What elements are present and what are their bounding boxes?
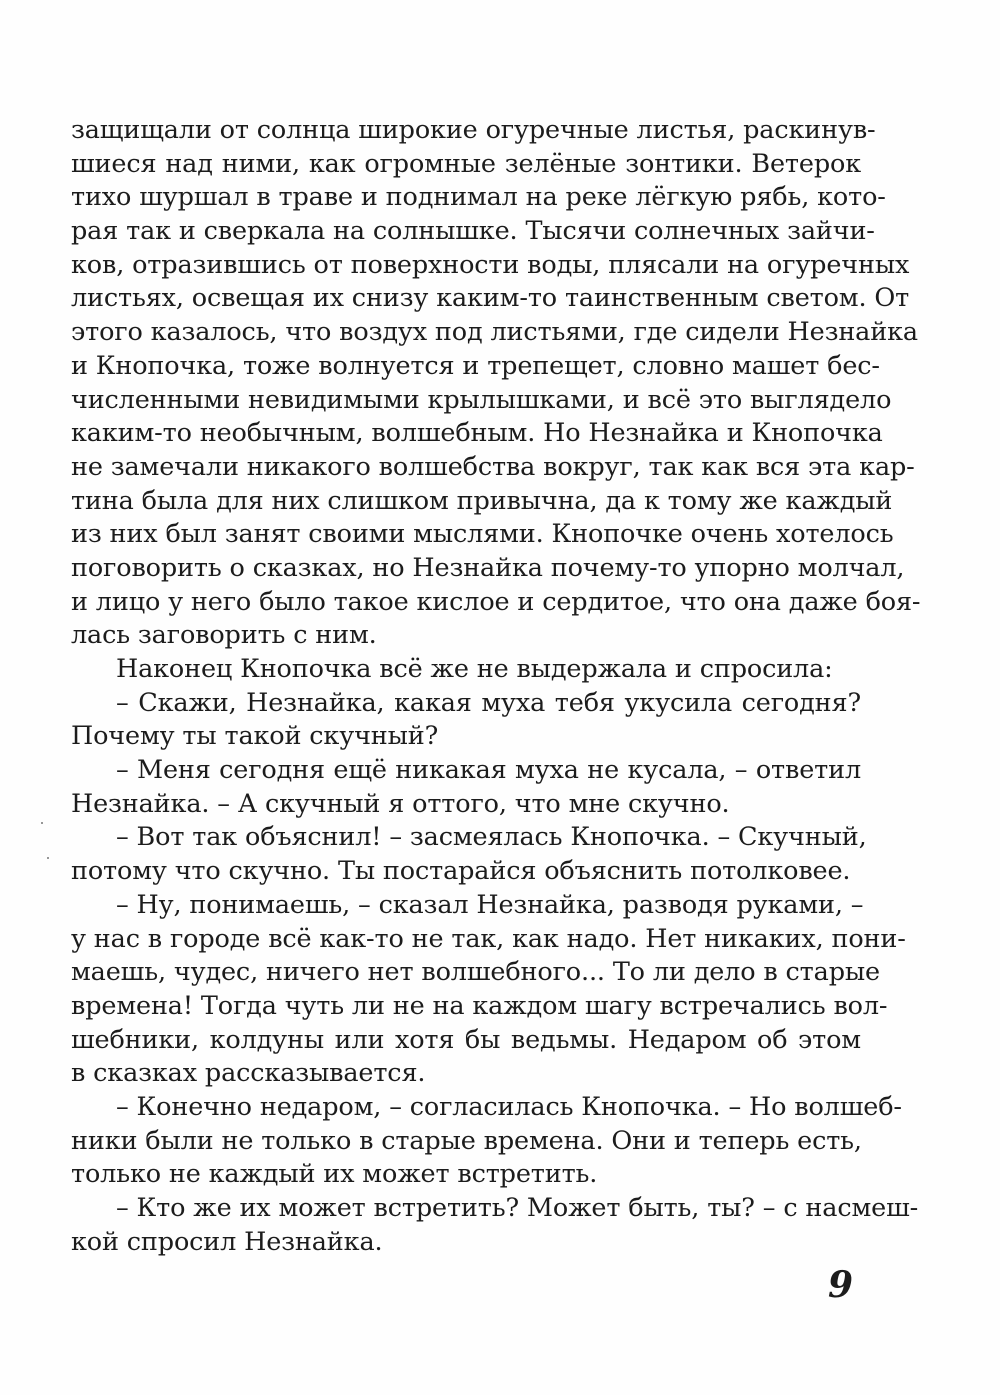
text-line: тина была для них слишком привычна, да к тому же каждый (71, 485, 893, 516)
text-line: рая так и сверкала на солнышке. Тысячи солнечных зайчи- (71, 216, 875, 247)
text-line: численными невидимыми крылышками, и всё это выглядело (71, 384, 892, 415)
text-line: – Конечно недаром, – согласилась Кнопочка. – Но волшеб- (116, 1091, 902, 1122)
text-line: – Кто же их может встретить? Может быть, ты? – с насмеш- (116, 1193, 919, 1223)
paper-speck (41, 822, 43, 824)
text-line: ники были не только в старые времена. Они и теперь есть, (71, 1125, 862, 1156)
text-line: кой спросил Незнайка. (71, 1226, 383, 1257)
text-line: потому что скучно. Ты постарайся объяснить потолковее. (71, 856, 851, 887)
text-line: защищали от солнца широкие огуречные листья, раскинув- (71, 115, 876, 145)
body-text (71, 114, 921, 1259)
text-line: листьях, освещая их снизу каким-то таинственным светом. От (71, 283, 910, 314)
text-line: Почему ты такой скучный? (71, 721, 439, 752)
text-line: в сказках рассказывается. (71, 1058, 426, 1089)
text-line: и лицо у него было такое кислое и сердитое, что она даже боя- (71, 586, 921, 617)
page-number: 9 (828, 1264, 854, 1306)
text-line: ков, отразившись от поверхности воды, плясали на огуречных (71, 249, 910, 280)
text-line: – Ну, понимаешь, – сказал Незнайка, разводя руками, – (116, 889, 864, 920)
text-line: Незнайка. – А скучный я оттого, что мне скучно. (71, 788, 730, 819)
text-line: – Меня сегодня ещё никакая муха не кусала, – ответил (116, 755, 861, 786)
text-line: и Кнопочка, тоже волнуется и трепещет, словно машет бес- (71, 350, 880, 381)
text-line: – Скажи, Незнайка, какая муха тебя укусила сегодня? (116, 687, 861, 718)
text-line: тихо шуршал в траве и поднимал на реке лёгкую рябь, кото- (71, 182, 886, 213)
text-line: этого казалось, что воздух под листьями, где сидели Незнайка (71, 317, 918, 348)
text-line: – Вот так объяснил! – засмеялась Кнопочка. – Скучный, (116, 822, 867, 853)
text-line: шебники, колдуны или хотя бы ведьмы. Недаром об этом (71, 1024, 861, 1055)
paper-speck (47, 857, 49, 859)
text-line: у нас в городе всё как-то не так, как надо. Нет никаких, пони- (71, 923, 906, 954)
text-line: маешь, чудес, ничего нет волшебного... То ли дело в старые (71, 957, 880, 988)
text-line: шиеся над ними, как огромные зелёные зонтики. Ветерок (71, 148, 861, 179)
text-line: каким-то необычным, волшебным. Но Незнайка и Кнопочка (71, 418, 883, 449)
text-line: только не каждый их может встретить. (71, 1159, 598, 1190)
text-line: Наконец Кнопочка всё же не выдержала и спросила: (116, 654, 833, 684)
text-line: поговорить о сказках, но Незнайка почему-то упорно молчал, (71, 552, 905, 583)
text-line: времена! Тогда чуть ли не на каждом шагу встречались вол- (71, 990, 888, 1021)
text-line: лась заговорить с ним. (71, 620, 377, 651)
text-line: не замечали никакого волшебства вокруг, так как вся эта кар- (71, 451, 915, 482)
text-line: из них был занят своими мыслями. Кнопочке очень хотелось (71, 519, 894, 550)
